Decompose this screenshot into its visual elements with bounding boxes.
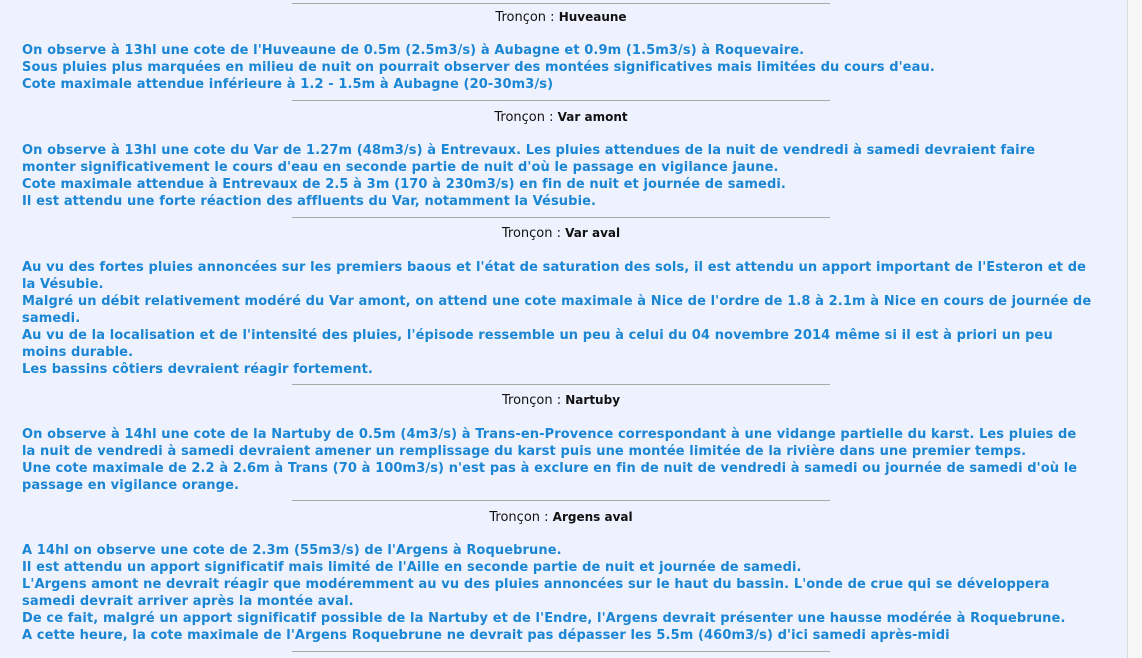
text-line: Au vu des fortes pluies annoncées sur les premiers baous et l'état de saturation des sols, il est attendu un apport important de l'Esteron et de (22, 260, 1087, 275)
text-line: Cote maximale attendue inférieure à 1.2 - 1.5m à Aubagne (20-30m3/s) (22, 77, 554, 92)
text-line: A cette heure, la cote maximale de l'Argens Roquebrune ne devrait pas dépasser les 5.5m (460m3/s) d'ici samedi après-midi (22, 628, 950, 643)
text-line: Il est attendu une forte réaction des affluents du Var, notamment la Vésubie. (22, 194, 597, 209)
divider (292, 217, 830, 218)
section-text-nartuby (22, 426, 1104, 494)
text-line: A 14hl on observe une cote de 2.3m (55m3/s) de l'Argens à Roquebrune. (22, 543, 562, 558)
text-line: samedi devrait arriver après la montée aval. (22, 594, 354, 609)
troncon-name: Var aval (565, 226, 621, 240)
text-line: Au vu de la localisation et de l'intensité des pluies, l'épisode ressemble un peu à celui du 04 novembre 2014 même si il est à priori un peu (22, 328, 1053, 343)
troncon-heading-argens-aval (0, 508, 1122, 527)
text-line: monter significativement le cours d'eau en seconde partie de nuit d'où le passage en vigilance jaune. (22, 160, 779, 175)
divider (292, 651, 830, 652)
text-line: la nuit de vendredi à samedi devraient amener un remplissage du karst puis une montée limitée de la rivière dans une premier temps. (22, 444, 1027, 459)
divider (292, 384, 830, 385)
troncon-label: Tronçon : (494, 110, 554, 125)
text-line: Malgré un débit relativement modéré du Var amont, on attend une cote maximale à Nice de l'ordre de 1.8 à 2.1m à Nice en cours de journée de (22, 294, 1092, 309)
troncon-heading-var-aval (0, 224, 1122, 243)
troncon-label: Tronçon : (501, 226, 562, 241)
text-line: De ce fait, malgré un apport significatif possible de la Nartuby et de l'Endre, l'Argens devrait présenter une hausse modérée à Roquebrune. (22, 611, 1066, 626)
text-line: samedi. (22, 311, 81, 326)
text-line: On observe à 13hl une cote du Var de 1.27m (48m3/s) à Entrevaux. Les pluies attendues de la nuit de vendredi à samedi devraient faire (22, 143, 1036, 158)
section-text-var-amont (22, 142, 1104, 210)
text-line: On observe à 14hl une cote de la Nartuby de 0.5m (4m3/s) à Trans-en-Provence correspondant à une vidange partielle du karst. Les pluies de (22, 427, 1077, 442)
text-line: Il est attendu un apport significatif mais limité de l'Aille en seconde partie de nuit et journée de samedi. (22, 560, 802, 575)
text-line: Sous pluies plus marquées en milieu de nuit on pourrait observer des montées significatives mais limitées du cours d'eau. (22, 60, 935, 75)
troncon-name: Nartuby (565, 393, 621, 407)
divider (292, 3, 830, 4)
text-line: Cote maximale attendue à Entrevaux de 2.5 à 3m (170 à 230m3/s) en fin de nuit et journée de samedi. (22, 177, 786, 192)
text-line: Les bassins côtiers devraient réagir fortement. (22, 362, 373, 377)
text-line: passage en vigilance orange. (22, 478, 240, 493)
troncon-label: Tronçon : (489, 510, 549, 525)
troncon-heading-nartuby (0, 391, 1122, 410)
divider (292, 100, 830, 101)
troncon-label: Tronçon : (495, 10, 555, 25)
text-line: On observe à 13hl une cote de l'Huveaune de 0.5m (2.5m3/s) à Aubagne et 0.9m (1.5m3/s) à Roquevaire. (22, 43, 805, 58)
troncon-heading-huveaune (0, 8, 1122, 27)
troncon-label: Tronçon : (501, 393, 562, 408)
text-line: Une cote maximale de 2.2 à 2.6m à Trans (70 à 100m3/s) n'est pas à exclure en fin de nuit de vendredi à samedi ou journée de samedi d'où le (22, 461, 1078, 476)
section-text-huveaune (22, 42, 1104, 93)
troncon-name: Huveaune (558, 10, 627, 24)
text-line: la Vésubie. (22, 277, 104, 292)
troncon-name: Var amont (557, 110, 628, 124)
section-text-var-aval (22, 259, 1104, 378)
text-line: moins durable. (22, 345, 134, 360)
divider (292, 500, 830, 501)
text-line: L'Argens amont ne devrait réagir que modéremment au vu des pluies annoncées sur le haut du bassin. L'onde de crue qui se développera (22, 577, 1050, 592)
troncon-name: Argens aval (552, 510, 633, 524)
troncon-heading-var-amont (0, 108, 1122, 127)
section-text-argens-aval (22, 542, 1104, 644)
vertical-scrollbar[interactable] (1127, 0, 1142, 658)
